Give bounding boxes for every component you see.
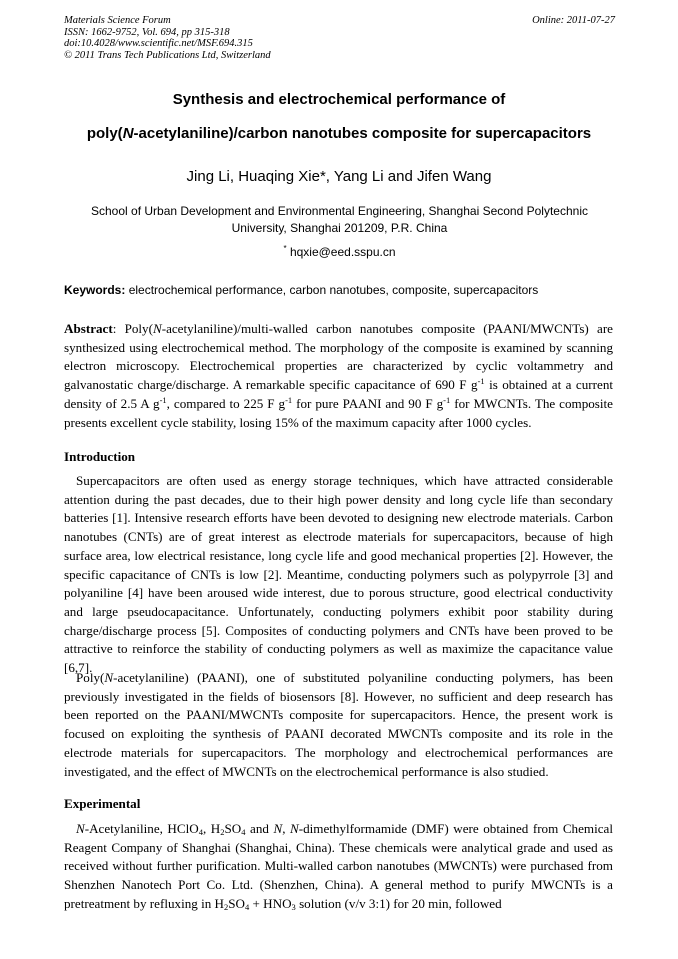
exp-text: SO xyxy=(228,895,245,911)
section-heading-experimental: Experimental xyxy=(64,796,141,811)
superscript: -1 xyxy=(159,394,167,405)
author-list: Jing Li, Huaqing Xie*, Yang Li and Jifen Wang xyxy=(186,168,492,185)
abstract-label: Abstract xyxy=(64,321,113,336)
introduction-paragraph-1: Supercapacitors are often used as energy storage techniques, which have attracted considerable attention during the past decades, due to their high power density and long cycle life than secondary batteries [1]. Intensive research efforts have been devoted to designing new electrode materials. Carbon nanotubes (CNTs) are of great interest as electrode materials for supercapacitors, because of high surface area, low electrical resistance, long cycle life and good mechanical properties [2]. However, the specific capacitance of CNTs is low [2]. Meantime, conducting polymers such as polypyrrole [3] and polyaniline [4] have been aroused wide interest, due to porous structure, good electrical conductivity and large pseudocapacitance. Unfortunately, conducting polymers exhibit poor stability during charge/discharge process [5]. Composites of conducting polymers and CNTs have been proved to be attractive to reinforce the stability of conducting polymers as well as maximize the capacitance value [6,7]. xyxy=(64,473,613,676)
introduction-paragraph-2 xyxy=(64,669,613,781)
doi-line: doi:10.4028/www.scientific.net/MSF.694.315 xyxy=(64,38,253,49)
exp-text: , xyxy=(282,821,290,836)
exp-italic: N xyxy=(76,821,85,836)
exp-italic: N xyxy=(273,821,283,836)
abstract-italic: N xyxy=(152,321,162,336)
exp-text: -dimethylformamide (DMF) were obtained from Chemical Reagent Company of Shanghai (Shanghai, China). These chemicals were analytical grade and used as received without further purification. Multi-walled carbon nanotubes (MWCNTs) were purchased from Shenzhen Nanotech Port Co. Ltd. (Shenzhen, China). A general method to purify MWCNTs is a pretreatment by refluxing in H xyxy=(64,821,613,911)
section-heading-introduction: Introduction xyxy=(64,449,136,464)
subscript: 4 xyxy=(198,827,203,837)
superscript: -1 xyxy=(443,394,451,405)
abstract-text: is obtained at a current density of 2.5 A g xyxy=(64,377,614,411)
affiliation: School of Urban Development and Environmental Engineering, Shanghai Second Polytechnic University, Shanghai 201209, P.R. China xyxy=(91,204,588,235)
corresponding-email xyxy=(64,244,615,259)
keywords xyxy=(64,283,615,297)
email-address: hqxie@eed.sspu.cn xyxy=(289,245,396,259)
keywords-label: Keywords: xyxy=(64,283,126,297)
title-text: poly( xyxy=(86,125,123,142)
exp-text: SO xyxy=(224,821,242,836)
exp-text: solution (v/v 3:1) for 20 min, followed xyxy=(295,895,502,911)
abstract-text: : Poly( xyxy=(112,321,153,336)
abstract-text: for MWCNTs. The composite presents excellent cycle stability, losing 15% of the maximum capacity after 1000 cycles. xyxy=(64,395,613,430)
paper-title-line-2 xyxy=(40,125,638,143)
issn-line: ISSN: 1662-9752, Vol. 694, pp 315-318 xyxy=(64,26,230,38)
exp-text: and xyxy=(245,821,274,836)
superscript: -1 xyxy=(477,376,485,387)
journal-header xyxy=(64,15,615,61)
subscript: 2 xyxy=(223,901,229,912)
superscript: -1 xyxy=(285,394,293,405)
keywords-text: electrochemical performance, carbon nanotubes, composite, supercapacitors xyxy=(128,283,539,297)
email-mark: * xyxy=(283,244,287,253)
abstract-text: , compared to 225 F g xyxy=(166,395,286,411)
intro-text: -acetylaniline) (PAANI), one of substituted polyaniline conducting polymers, has been previously investigated in the fields of biosensors [8]. However, no sufficient and deep research has been reported on the PAANI/MWCNTs composite for supercapacitors. Hence, the present work is focused on exploiting the synthesis of PAANI decorated MWCNTs composite and its role in the electrode materials for supercapacitors. The morphology and electrochemical performances are investigated, and the effect of MWCNTs on the electrochemical performance is also studied. xyxy=(64,670,613,779)
exp-text: -Acetylaniline, HClO xyxy=(84,821,199,836)
copyright-line: © 2011 Trans Tech Publications Ltd, Switzerland xyxy=(64,49,271,61)
exp-text: + HNO xyxy=(249,895,292,911)
paper-title-line-1: Synthesis and electrochemical performance of xyxy=(172,91,506,108)
title-text: -acetylaniline)/carbon nanotubes composite for supercapacitors xyxy=(133,125,592,142)
exp-text: , H xyxy=(202,821,221,836)
exp-italic: N xyxy=(290,821,299,836)
online-date: Online: 2011-07-27 xyxy=(532,15,615,26)
subscript: 3 xyxy=(291,901,296,912)
subscript: 4 xyxy=(241,827,246,837)
abstract-paragraph xyxy=(64,320,613,432)
subscript: 2 xyxy=(220,827,225,837)
journal-name: Materials Science Forum xyxy=(64,15,171,26)
intro-italic: N xyxy=(104,670,114,685)
abstract-text: for pure PAANI and 90 F g xyxy=(292,395,444,411)
abstract-text: -acetylaniline)/multi-walled carbon nanotubes composite (PAANI/MWCNTs) are synthesized using electrochemical method. The morphology of the composite is examined by scanning electron microscopy. Electrochemical properties are characterized by cyclic voltammetry and galvanostatic charge/discharge. A remarkable specific capacitance of 690 F g xyxy=(64,321,613,393)
subscript: 4 xyxy=(244,901,250,912)
intro-text: Poly( xyxy=(76,670,105,685)
title-italic-n: N xyxy=(122,125,134,142)
experimental-paragraph-1 xyxy=(64,820,613,914)
